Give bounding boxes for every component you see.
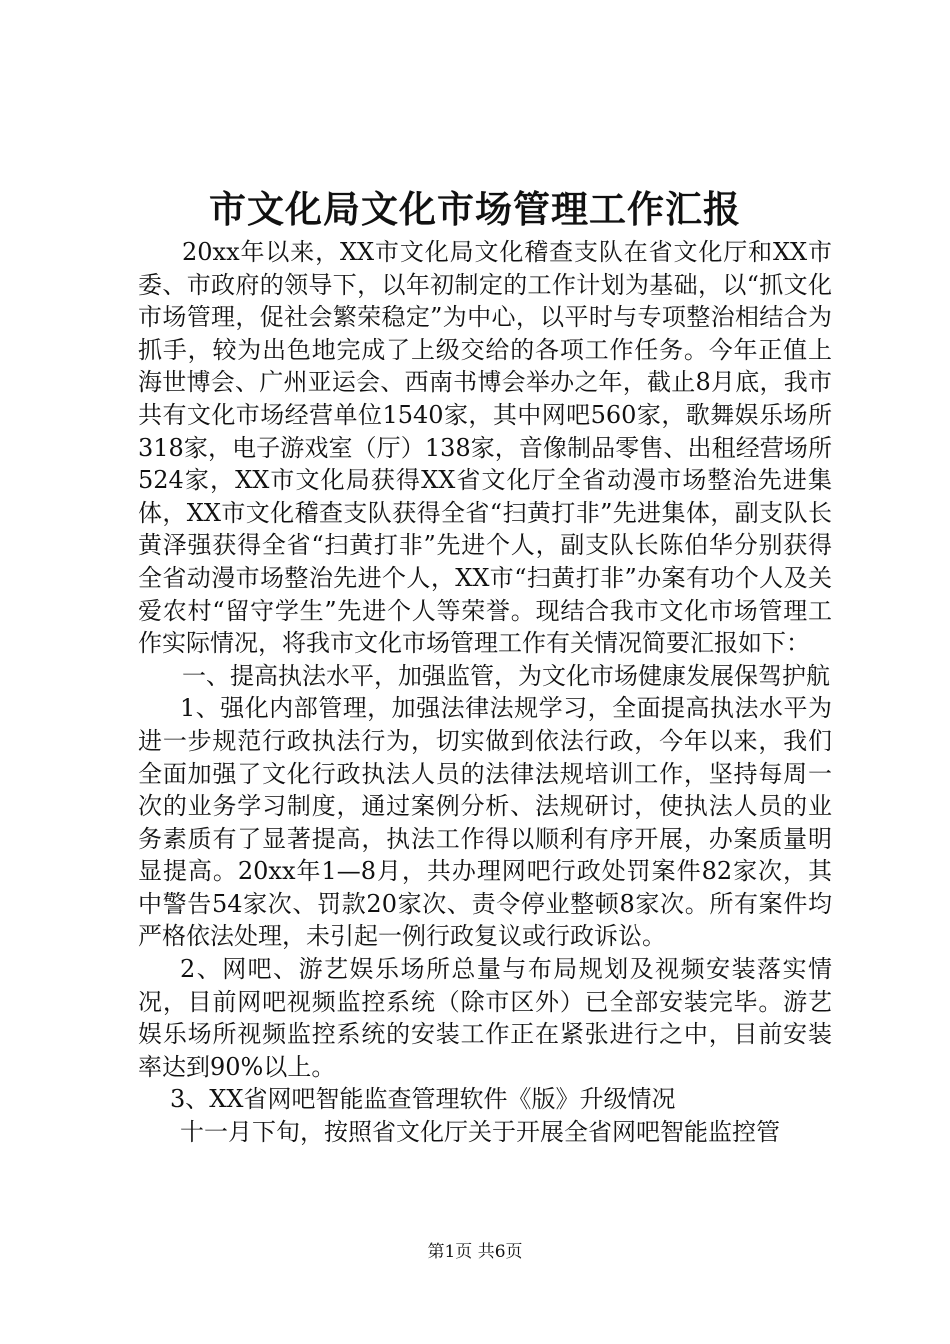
document-title: 市文化局文化市场管理工作汇报 [209,187,741,231]
document-body [138,236,832,1149]
paragraph-item-3-body: 十一月下旬，按照省文化厅关于开展全省网吧智能监控管 [180,1118,780,1147]
page-footer: 第1页 共6页 [427,1242,523,1262]
paragraph-intro: 20xx年以来，XX市文化局文化稽查支队在省文化厅和XX市委、市政府的领导下，以年初制定的工作计划为基础，以“抓文化市场管理，促社会繁荣稳定”为中心，以平时与专项整治相结合为抓手，较为出色地完成了上级交给的各项工作任务。今年正值上海世博会、广州亚运会、西南书博会举办之年，截止8月底，我市共有文化市场经营单位1540家，其中网吧560家，歌舞娱乐场所318家，电子游戏室（厅）138家，音像制品零售、出租经营场所524家，XX市文化局获得XX省文化厅全省动漫市场整治先进集体，XX市文化稽查支队获得全省“扫黄打非”先进集体，副支队长黄泽强获得全省“扫黄打非”先进个人，副支队长陈伯华分别获得全省动漫市场整治先进个人，XX市“扫黄打非”办案有功个人及关爱农村“留守学生”先进个人等荣誉。现结合我市文化市场管理工作实际情况，将我市文化市场管理工作有关情况简要汇报如下： [138,238,832,658]
paragraph-item-1: 1、强化内部管理，加强法律法规学习，全面提高执法水平为进一步规范行政执法行为，切实做到依法行政，今年以来，我们全面加强了文化行政执法人员的法律法规培训工作，坚持每周一次的业务学习制度，通过案例分析、法规研讨，使执法人员的业务素质有了显著提高，执法工作得以顺利有序开展，办案质量明显提高。20xx年1—8月，共办理网吧行政处罚案件82家次，其中警告54家次、罚款20家次、责令停业整顿8家次。所有案件均严格依法处理，未引起一例行政复议或行政诉讼。 [138,694,832,951]
section-heading-1: 一、提高执法水平，加强监管，为文化市场健康发展保驾护航 [182,661,830,690]
paragraph-item-3-heading: 3、XX省网吧智能监查管理软件《版》升级情况 [170,1085,676,1114]
paragraph-item-2: 2、网吧、游艺娱乐场所总量与布局规划及视频安装落实情况，目前网吧视频监控系统（除市区外）已全部安装完毕。游艺娱乐场所视频监控系统的安装工作正在紧张进行之中，目前安装率达到90%以上。 [138,955,832,1081]
